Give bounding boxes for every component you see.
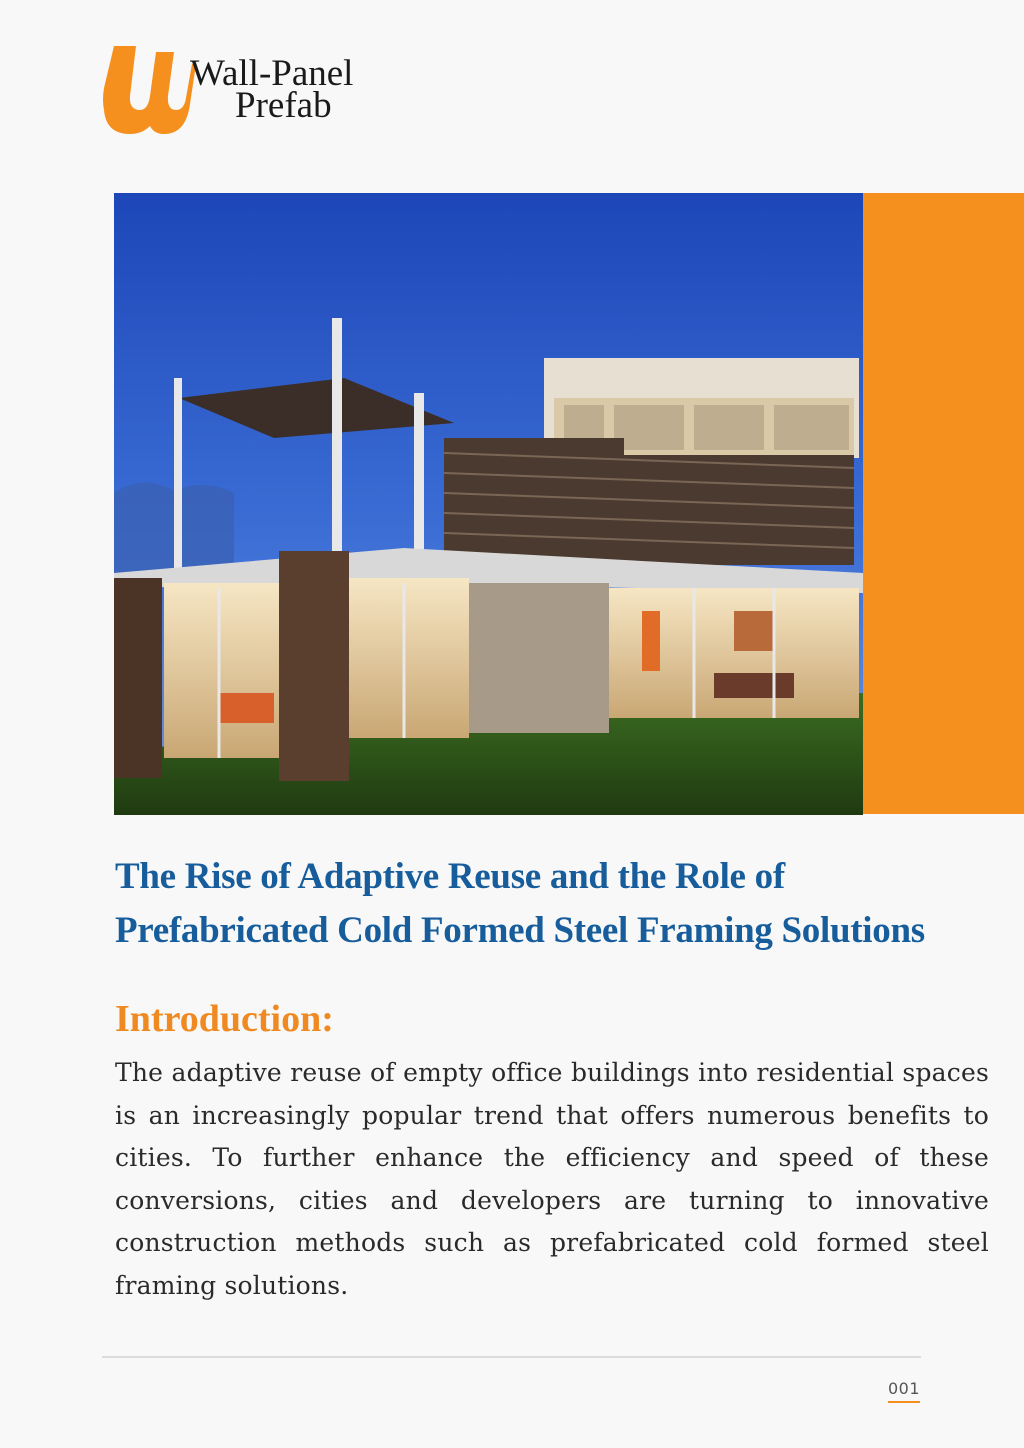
brand-name (190, 53, 354, 126)
w-letter-icon (100, 44, 196, 136)
intro-paragraph: The adaptive reuse of empty office buildings into residential spaces is an increasingly popular trend that offers numerous benefits to cities. To further enhance the efficiency and speed of these conversions, cities and developers are turning to innovative construction methods such as prefabricated cold formed steel framing solutions. (115, 1058, 989, 1300)
house-photo-illustration (114, 193, 863, 815)
accent-bar (863, 193, 1024, 814)
brand-name-line1: Wall-Panel (190, 53, 354, 94)
footer-divider (102, 1356, 921, 1358)
brand-name-line2: Prefab (235, 85, 332, 126)
brand-logo (100, 44, 400, 136)
hero-image (114, 193, 863, 815)
intro-heading: Introduction: (115, 998, 334, 1040)
page-number: 001 (888, 1379, 920, 1403)
article-title: The Rise of Adaptive Reuse and the Role of Prefabricated Cold Formed Steel Framing Solutions (115, 856, 925, 951)
